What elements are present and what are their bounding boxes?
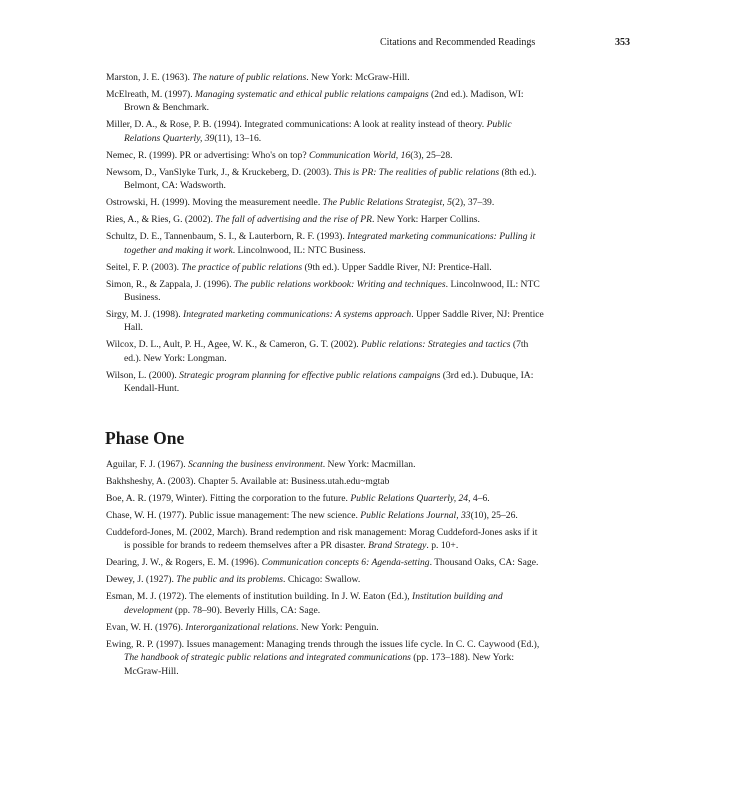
reference-text-tail: , 4–6.	[468, 493, 490, 504]
reference-entry	[106, 213, 546, 226]
reference-text-tail: (7th ed.). New York: Longman.	[124, 339, 529, 364]
reference-title: The handbook of strategic public relations and integrated communications	[124, 652, 411, 664]
reference-entry	[106, 149, 546, 162]
reference-entry	[106, 166, 546, 193]
reference-title: The public relations workbook: Writing and techniques	[233, 278, 446, 290]
reference-text: Miller, D. A., & Rose, P. B. (1994). Integrated communications: A look at reality instead of theory.	[106, 119, 487, 131]
reference-text-tail: (2), 37–39.	[451, 197, 495, 209]
reference-entry	[106, 509, 546, 522]
reference-text-tail: (2nd ed.). Madison, WI: Brown & Benchmark.	[124, 89, 524, 114]
reference-text-tail: . New York: McGraw-Hill.	[306, 72, 410, 83]
reference-text: Marston, J. E. (1963).	[106, 72, 193, 83]
reference-entry	[106, 369, 546, 396]
reference-text: Schultz, D. E., Tannenbaum, S. I., & Lauterborn, R. F. (1993).	[106, 231, 348, 243]
reference-title: Integrated marketing communications: A systems approach	[183, 309, 412, 321]
reference-entry	[106, 526, 546, 553]
reference-text: Newsom, D., VanSlyke Turk, J., & Kruckeberg, D. (2003).	[106, 166, 334, 178]
reference-entry	[106, 278, 546, 305]
reference-entry	[106, 621, 546, 634]
reference-text: Aguilar, F. J. (1967).	[106, 459, 188, 470]
reference-text-tail: . p. 10+.	[426, 540, 459, 552]
reference-title: This is PR: The realities of public relations	[333, 166, 500, 178]
reference-entry	[106, 475, 546, 488]
reference-text-tail: (8th ed.). Belmont, CA: Wadsworth.	[124, 166, 537, 192]
reference-text: Ewing, R. P. (1997). Issues management: Managing trends through the issues life cycle. In C. C. Caywood (Ed.),	[106, 638, 540, 650]
reference-text-tail: (3rd ed.). Dubuque, IA: Kendall-Hunt.	[124, 369, 534, 395]
reference-text: Seitel, F. P. (2003).	[106, 261, 182, 273]
reference-text: Wilson, L. (2000).	[106, 369, 180, 381]
reference-entry	[106, 230, 546, 257]
reference-title: Managing systematic and ethical public relations campaigns	[195, 89, 429, 100]
reference-title: Public Relations Journal, 33	[360, 510, 471, 521]
reference-text-tail: (11), 13–16.	[214, 132, 262, 144]
running-head	[380, 36, 630, 50]
reference-entry	[106, 88, 546, 115]
reference-title: Public Relations Quarterly, 39	[124, 119, 512, 144]
reference-text: Chase, W. H. (1977). Public issue management: The new science.	[106, 510, 361, 521]
reference-entry	[106, 261, 546, 274]
reference-text: Ries, A., & Ries, G. (2002).	[106, 214, 216, 226]
reference-title: The fall of advertising and the rise of PR	[215, 214, 372, 226]
reference-title: The nature of public relations	[192, 72, 307, 83]
reference-title: The public and its problems	[176, 574, 284, 586]
reference-title: Public relations: Strategies and tactics	[361, 339, 511, 351]
reference-text: Wilcox, D. L., Ault, P. H., Agee, W. K., & Cameron, G. T. (2002).	[106, 339, 362, 351]
reference-text: Sirgy, M. J. (1998).	[106, 309, 184, 321]
reference-text-tail: (3), 25–28.	[410, 149, 453, 161]
reference-text-tail: . Chicago: Swallow.	[283, 574, 361, 586]
reference-text: Cuddeford-Jones, M. (2002, March). Brand redemption and risk management: Morag Cuddeford-Jones asks if it is possible for brands to redeem themselves after a PR disaster.	[106, 527, 538, 552]
reference-title: The Public Relations Strategist, 5	[322, 197, 452, 209]
reference-text-tail: (pp. 173–188). New York: McGraw-Hill.	[124, 652, 515, 677]
reference-title: Public Relations Quarterly, 24	[350, 493, 469, 504]
reference-list-continued	[106, 71, 546, 399]
reference-entry	[106, 308, 546, 335]
reference-entry	[106, 338, 546, 365]
reference-title: Strategic program planning for effective public relations campaigns	[179, 369, 441, 381]
reference-title: Institution building and development	[124, 591, 503, 616]
reference-text-tail: . New York: Harper Collins.	[371, 214, 480, 226]
reference-entry	[106, 590, 546, 617]
reference-text-tail: . Lincolnwood, IL: NTC Business.	[124, 278, 540, 304]
reference-text: McElreath, M. (1997).	[106, 89, 195, 100]
running-title: Citations and Recommended Readings	[380, 37, 536, 48]
reference-text: Bakhsheshy, A. (2003). Chapter 5. Available at: Business.utah.edu~mgtab	[106, 476, 390, 487]
section-heading: Phase One	[105, 428, 185, 448]
reference-entry	[106, 573, 546, 586]
page-number: 353	[615, 37, 630, 48]
reference-list-phase-one	[106, 458, 546, 682]
reference-text-tail: (10), 25–26.	[470, 510, 518, 521]
reference-entry	[106, 71, 546, 84]
reference-entry	[106, 458, 546, 471]
reference-text-tail: (9th ed.). Upper Saddle River, NJ: Prentice-Hall.	[302, 261, 492, 273]
reference-title: The practice of public relations	[181, 261, 303, 273]
reference-title: Brand Strategy	[368, 540, 427, 552]
reference-title: Communication World, 16	[309, 149, 411, 161]
reference-entry	[106, 118, 546, 145]
reference-text: Dearing, J. W., & Rogers, E. M. (1996).	[106, 557, 262, 569]
reference-title: Communication concepts 6: Agenda-setting	[261, 557, 430, 569]
reference-text: Evan, W. H. (1976).	[106, 621, 186, 633]
reference-text-tail: . New York: Penguin.	[296, 621, 379, 633]
reference-text: Dewey, J. (1927).	[106, 574, 177, 586]
reference-entry	[106, 196, 546, 209]
reference-title: Integrated marketing communications: Pulling it together and making it work	[124, 231, 536, 256]
reference-text: Nemec, R. (1999). PR or advertising: Who's on top?	[106, 149, 309, 161]
reference-text-tail: . Lincolnwood, IL: NTC Business.	[232, 244, 366, 256]
reference-entry	[106, 492, 546, 505]
reference-text: Simon, R., & Zappala, J. (1996).	[106, 278, 234, 290]
reference-title: Interorganizational relations	[185, 621, 297, 633]
reference-title: Scanning the business environment	[188, 459, 323, 470]
reference-text: Ostrowski, H. (1999). Moving the measurement needle.	[106, 197, 323, 209]
reference-entry	[106, 556, 546, 569]
reference-text: Boe, A. R. (1979, Winter). Fitting the corporation to the future.	[106, 493, 351, 504]
reference-entry	[106, 638, 546, 678]
reference-text-tail: . New York: Macmillan.	[322, 459, 416, 470]
reference-text-tail: (pp. 78–90). Beverly Hills, CA: Sage.	[172, 604, 321, 616]
reference-text: Esman, M. J. (1972). The elements of institution building. In J. W. Eaton (Ed.),	[106, 591, 412, 603]
reference-text-tail: . Thousand Oaks, CA: Sage.	[429, 557, 539, 569]
reference-text-tail: . Upper Saddle River, NJ: Prentice Hall.	[124, 309, 544, 334]
